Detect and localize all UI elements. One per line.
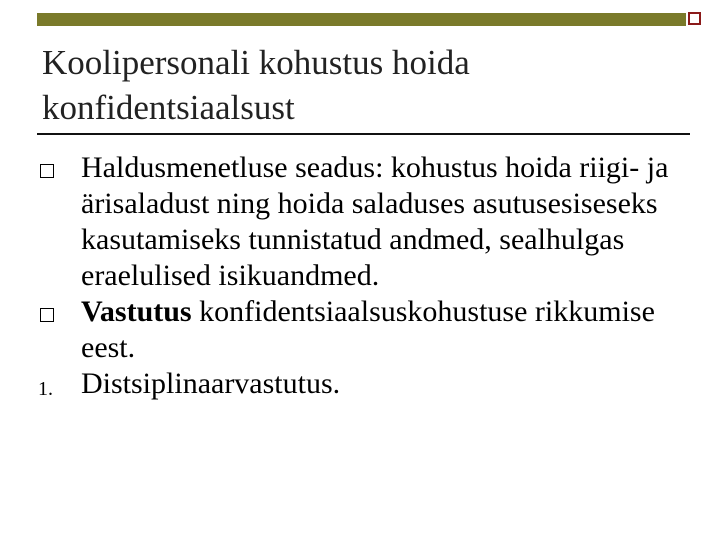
hollow-square-bullet-icon — [40, 164, 54, 178]
slide-title: Koolipersonali kohustus hoida konfidentsiaalsust — [42, 43, 470, 127]
decorative-corner-square — [688, 12, 701, 25]
hollow-square-bullet-icon — [40, 308, 54, 322]
title-divider — [37, 133, 690, 135]
decorative-top-bar — [37, 13, 686, 26]
list-item-number: 1. — [38, 378, 53, 400]
list-item-bold-text: Vastutus — [81, 295, 192, 328]
list-item — [0, 366, 681, 402]
list-item-text: Distsiplinaarvastutus. — [81, 367, 341, 400]
list-item-text: Haldusmenetluse seadus: kohustus hoida riigi- ja ärisaladust ning hoida saladuses asutusesiseseks kasutamiseks tunnistatud andmed, sealhulgas eraelulised isikuandmed. — [81, 151, 669, 292]
list-item-text: konfidentsiaalsuskohustuse rikkumise eest. — [81, 295, 655, 364]
list-item — [0, 150, 681, 294]
bullet-list — [0, 150, 720, 402]
list-item — [0, 294, 681, 366]
